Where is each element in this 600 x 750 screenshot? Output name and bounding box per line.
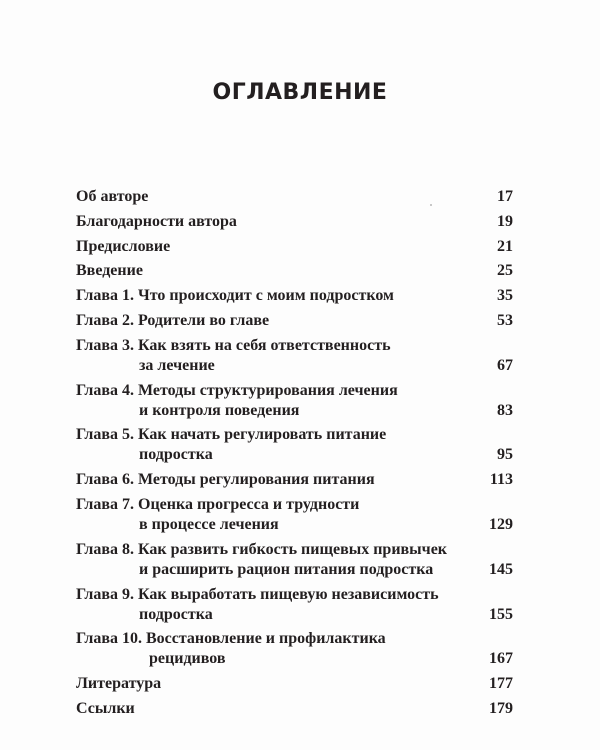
toc-entry-acknowledgements — [76, 212, 513, 232]
toc-entry-title: Глава 1. Что происходит с моим подростком — [76, 287, 394, 305]
toc-page-number: 17 — [497, 188, 513, 205]
page-title: ОГЛАВЛЕНИЕ — [212, 80, 388, 105]
toc-page-number: 25 — [497, 262, 513, 280]
toc-entry-title-continued: и контроля поведения — [139, 401, 300, 419]
toc-entry-chapter-4 — [76, 381, 513, 421]
toc-entry-title: Предисловие — [76, 237, 171, 255]
toc-entry-title: Об авторе — [76, 188, 149, 205]
toc-page-number: 83 — [497, 401, 513, 419]
toc-entry-chapter-3 — [76, 336, 513, 376]
toc-page-number: 21 — [497, 237, 513, 255]
toc-entry-title-continued: в процессе лечения — [139, 515, 279, 533]
toc-entry-title: Глава 10. Восстановление и профилактика — [76, 630, 386, 648]
toc-entry-title: Глава 5. Как начать регулировать питание — [76, 426, 387, 444]
toc-entry-title-continued: рецидивов — [149, 650, 226, 668]
toc-entry-title-continued: и расширить рацион питания подростка — [139, 560, 434, 578]
toc-entry-title: Глава 4. Методы структурирования лечения — [76, 381, 398, 399]
toc-entry-title: Литература — [76, 675, 162, 693]
toc-entry-references — [76, 699, 513, 719]
toc-entry-introduction — [76, 261, 513, 281]
toc-entry-title: Благодарности автора — [76, 212, 237, 230]
toc-entry-chapter-5 — [76, 425, 513, 465]
toc-entry-title: Глава 3. Как взять на себя ответственность — [76, 336, 391, 354]
toc-page-number: 179 — [489, 699, 513, 717]
toc-entry-title-continued: подростка — [139, 605, 213, 623]
toc-page-number: 167 — [489, 650, 513, 668]
toc-page-number: 67 — [497, 356, 513, 374]
toc-entry-title: Введение — [76, 262, 143, 280]
table-of-contents — [76, 187, 513, 724]
toc-entry-title: Ссылки — [76, 699, 135, 717]
toc-entry-chapter-8 — [76, 540, 513, 580]
toc-page-number: 155 — [489, 605, 513, 623]
toc-entry-title-continued: за лечение — [139, 356, 215, 374]
toc-entry-chapter-1 — [76, 286, 513, 306]
toc-entry-title: Глава 2. Родители во главе — [76, 311, 270, 329]
toc-page-number: 145 — [489, 560, 513, 578]
toc-page-number: 19 — [497, 212, 513, 230]
toc-page-number: 177 — [489, 675, 513, 693]
toc-entry-title: Глава 6. Методы регулирования питания — [76, 471, 375, 489]
toc-page-number: 35 — [497, 287, 513, 305]
toc-entry-chapter-9 — [76, 585, 513, 625]
toc-entry-about-author — [76, 187, 513, 207]
toc-page-number: 53 — [497, 311, 513, 329]
toc-entry-chapter-10 — [76, 629, 513, 669]
toc-entry-chapter-2 — [76, 311, 513, 331]
toc-entry-title: Глава 9. Как выработать пищевую независимость — [76, 585, 439, 603]
toc-entry-title-continued: подростка — [139, 446, 213, 464]
toc-entry-title: Глава 7. Оценка прогресса и трудности — [76, 495, 360, 513]
toc-page-number: 129 — [489, 515, 513, 533]
toc-entry-chapter-7 — [76, 495, 513, 535]
toc-page-number: 113 — [489, 471, 513, 489]
toc-entry-literature — [76, 674, 513, 694]
toc-entry-foreword — [76, 237, 513, 257]
toc-page-number: 95 — [497, 446, 513, 464]
toc-entry-chapter-6 — [76, 470, 513, 490]
toc-entry-title: Глава 8. Как развить гибкость пищевых привычек — [76, 540, 448, 558]
